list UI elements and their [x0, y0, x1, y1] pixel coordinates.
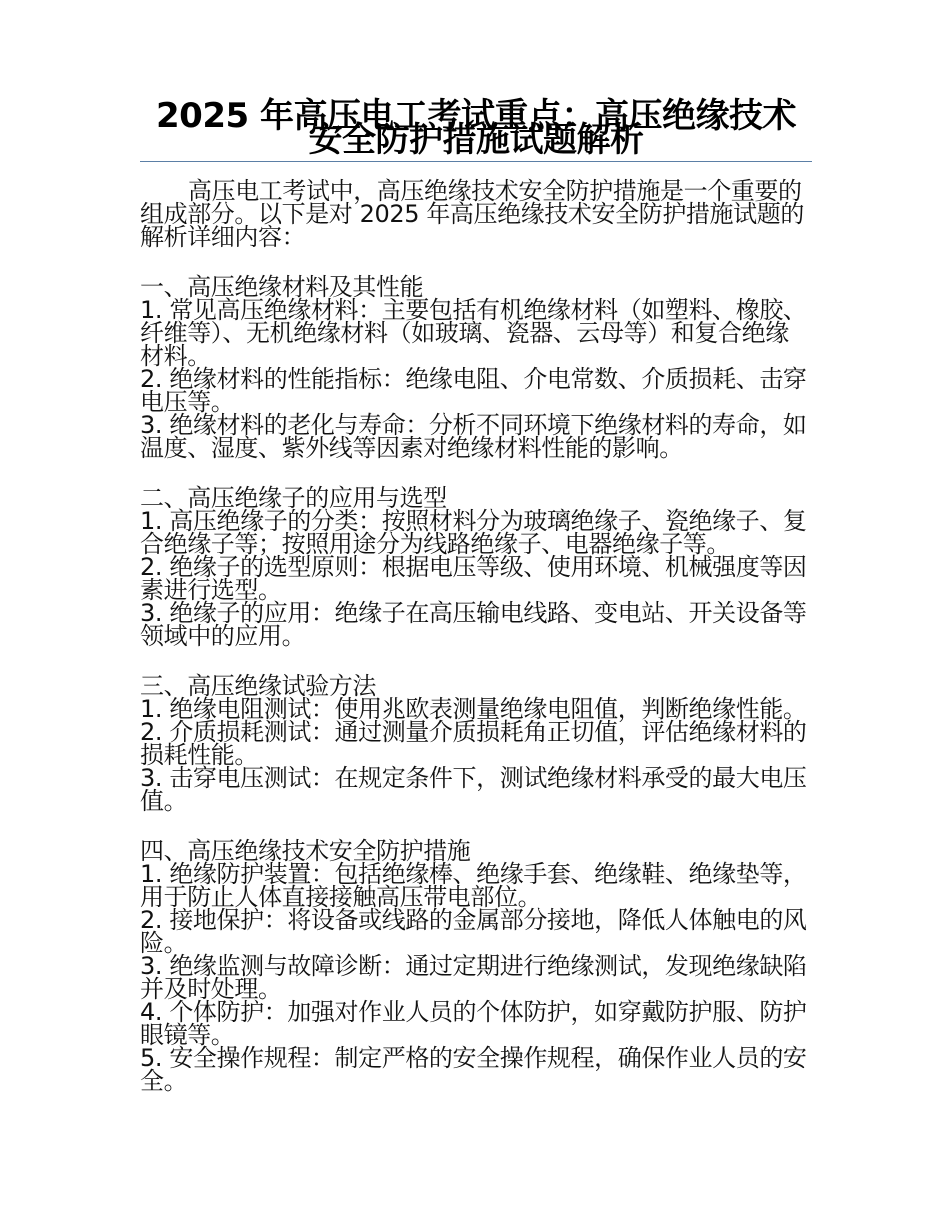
list-item: 4. 个体防护：加强对作业人员的个体防护，如穿戴防护服、防护眼镜等。 [140, 998, 807, 1049]
section-protection-measures [140, 837, 812, 1095]
list-item: 1. 绝缘防护装置：包括绝缘棒、绝缘手套、绝缘鞋、绝缘垫等，用于防止人体直接接触高压带电部位。 [140, 860, 807, 911]
section-test-methods [140, 672, 812, 815]
list-item: 5. 安全操作规程：制定严格的安全操作规程，确保作业人员的安全。 [140, 1044, 807, 1095]
section-insulators [140, 484, 812, 650]
section-heading: 一、高压绝缘材料及其性能 [140, 273, 424, 301]
section-heading: 四、高压绝缘技术安全防护措施 [140, 837, 471, 865]
list-item: 3. 绝缘材料的老化与寿命：分析不同环境下绝缘材料的寿命，如温度、湿度、紫外线等因素对绝缘材料性能的影响。 [140, 411, 807, 462]
list-item: 1. 绝缘电阻测试：使用兆欧表测量绝缘电阻值，判断绝缘性能。 [140, 695, 807, 723]
document-title: 2025 年高压电工考试重点：高压绝缘技术安全防护措施试题解析 [156, 96, 796, 160]
intro-paragraph: 高压电工考试中，高压绝缘技术安全防护措施是一个重要的组成部分。以下是对 2025 年高压绝缘技术安全防护措施试题的解析详细内容： [140, 177, 804, 251]
list-item: 2. 绝缘材料的性能指标：绝缘电阻、介电常数、介质损耗、击穿电压等。 [140, 365, 807, 416]
list-item: 3. 绝缘子的应用：绝缘子在高压输电线路、变电站、开关设备等领域中的应用。 [140, 599, 807, 650]
list-item: 2. 接地保护：将设备或线路的金属部分接地，降低人体触电的风险。 [140, 906, 807, 957]
section-heading: 三、高压绝缘试验方法 [140, 672, 376, 700]
title-underline [140, 161, 812, 162]
list-item: 2. 介质损耗测试：通过测量介质损耗角正切值，评估绝缘材料的损耗性能。 [140, 718, 807, 769]
document-body [140, 177, 812, 1120]
section-heading: 二、高压绝缘子的应用与选型 [140, 484, 447, 512]
section-materials [140, 273, 812, 462]
list-item: 2. 绝缘子的选型原则：根据电压等级、使用环境、机械强度等因素进行选型。 [140, 553, 807, 604]
list-item: 3. 绝缘监测与故障诊断：通过定期进行绝缘测试，发现绝缘缺陷并及时处理。 [140, 952, 807, 1003]
list-item: 1. 高压绝缘子的分类：按照材料分为玻璃绝缘子、瓷绝缘子、复合绝缘子等；按照用途分为线路绝缘子、电器绝缘子等。 [140, 507, 807, 558]
list-item: 1. 常见高压绝缘材料：主要包括有机绝缘材料（如塑料、橡胶、纤维等）、无机绝缘材料（如玻璃、瓷器、云母等）和复合绝缘材料。 [140, 296, 807, 370]
list-item: 3. 击穿电压测试：在规定条件下，测试绝缘材料承受的最大电压值。 [140, 764, 807, 815]
